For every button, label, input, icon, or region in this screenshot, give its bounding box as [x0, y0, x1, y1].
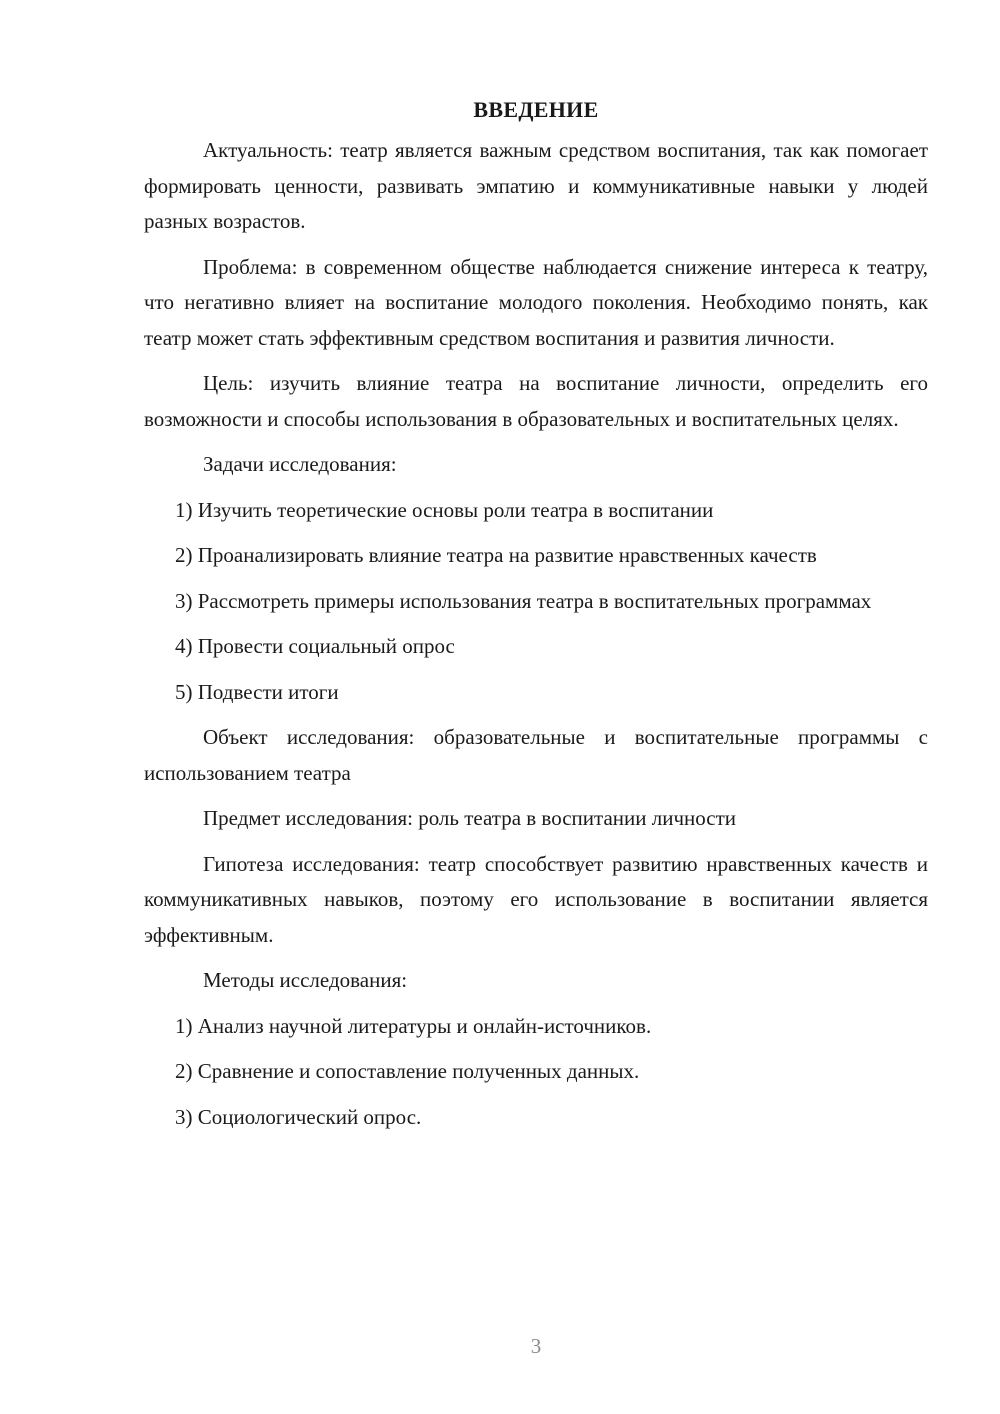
section-title: ВВЕДЕНИЕ [473, 97, 599, 122]
paragraph-relevance: Актуальность: театр является важным средством воспитания, так как помогает формировать ценности, развивать эмпатию и коммуникативные навыки у людей разных возрастов. [144, 138, 928, 233]
page-body [144, 92, 928, 1145]
paragraph-tasks-heading: Задачи исследования: [203, 452, 397, 476]
list-item-method-2: 2) Сравнение и сопоставление полученных данных. [175, 1059, 640, 1083]
list-item-task-2: 2) Проанализировать влияние театра на развитие нравственных качеств [175, 543, 817, 567]
paragraph-goal: Цель: изучить влияние театра на воспитание личности, определить его возможности и способы использования в образовательных и воспитательных целях. [144, 371, 928, 431]
list-item-task-5: 5) Подвести итоги [175, 679, 339, 704]
list-item-task-4: 4) Провести социальный опрос [175, 634, 455, 658]
list-item-task-3: 3) Рассмотреть примеры использования театра в воспитательных программах [175, 588, 872, 613]
list-item-method-1: 1) Анализ научной литературы и онлайн-источников. [175, 1013, 652, 1038]
list-item-task-1: 1) Изучить теоретические основы роли театра в воспитании [175, 497, 714, 522]
paragraph-subject: Предмет исследования: роль театра в воспитании личности [203, 806, 737, 830]
paragraph-object: Объект исследования: образовательные и воспитательные программы с использованием театра [144, 725, 928, 785]
paragraph-methods-heading: Методы исследования: [203, 968, 408, 992]
paragraph-hypothesis: Гипотеза исследования: театр способствует развитию нравственных качеств и коммуникативных навыков, поэтому его использование в воспитании является эффективным. [144, 851, 928, 947]
list-item-method-3: 3) Социологический опрос. [175, 1104, 422, 1129]
paragraph-problem: Проблема: в современном обществе наблюдается снижение интереса к театру, что негативно влияет на воспитание молодого поколения. Необходимо понять, как театр может стать эффективным средством воспитания и развития личности. [144, 254, 928, 350]
page-number: 3 [530, 1334, 542, 1358]
